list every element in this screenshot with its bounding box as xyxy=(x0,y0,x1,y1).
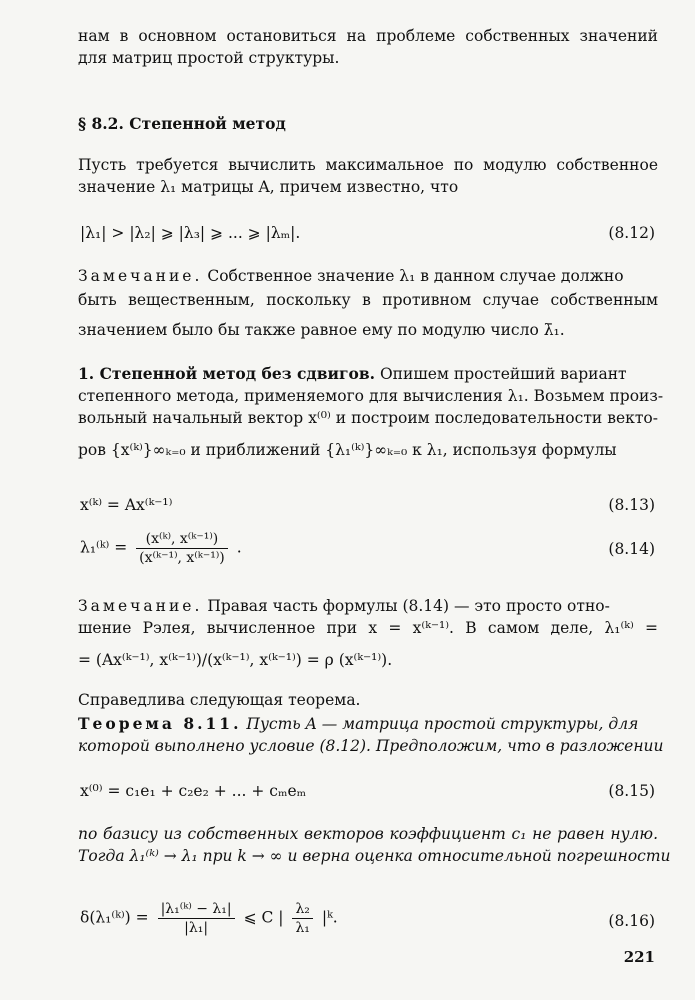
subsection-heading: 1. Степенной метод без сдвигов. xyxy=(78,364,376,383)
text-line: для матриц простой структуры. xyxy=(78,49,340,67)
text-line: шение Рэлея, вычисленное при x = x⁽ᵏ⁻¹⁾. В самом деле, λ₁⁽ᵏ⁾ = xyxy=(78,619,658,637)
text-line: значение λ₁ матрицы A, причем известно, что xyxy=(78,178,459,196)
fraction-denominator: (x⁽ᵏ⁻¹⁾, x⁽ᵏ⁻¹⁾) xyxy=(139,550,225,566)
fraction-denominator: |λ₁| xyxy=(184,920,209,936)
text-line: нам в основном остановиться на проблеме собственных значений xyxy=(78,27,658,45)
equation-8-14 xyxy=(80,530,242,567)
subsection-line xyxy=(78,364,658,384)
remark-line xyxy=(78,266,658,286)
text-line: степенного метода, применяемого для вычисления λ₁. Возьмем произ- xyxy=(78,387,664,405)
fraction xyxy=(158,900,235,937)
equation-number: (8.15) xyxy=(608,782,655,800)
fraction-numerator: |λ₁⁽ᵏ⁾ − λ₁| xyxy=(158,900,235,919)
page-number: 221 xyxy=(623,948,655,966)
text-line: по базису из собственных векторов коэффициент c₁ не равен нулю. xyxy=(78,825,658,843)
equation-8-16 xyxy=(80,900,338,937)
section-heading: § 8.2. Степенной метод xyxy=(78,114,286,133)
fraction xyxy=(136,530,228,567)
equation-number: (8.14) xyxy=(608,540,655,558)
equation-middle: ⩽ C | xyxy=(243,908,284,927)
text-line: вольный начальный вектор x⁽⁰⁾ и построим последовательности векто- xyxy=(78,409,658,427)
equation-lhs: λ₁⁽ᵏ⁾ = xyxy=(80,538,128,557)
text-line: быть вещественным, поскольку в противном случае собственным xyxy=(78,291,658,309)
remark-label: Замечание. xyxy=(78,597,203,615)
remark-line xyxy=(78,596,658,616)
text-line: Тогда λ₁⁽ᵏ⁾ → λ₁ при k → ∞ и верна оценка относительной погрешности xyxy=(78,847,671,865)
text-line: которой выполнено условие (8.12). Предположим, что в разложении xyxy=(78,737,664,755)
fraction-numerator: λ₂ xyxy=(292,900,313,919)
fraction xyxy=(292,900,313,937)
equation-lhs: δ(λ₁⁽ᵏ⁾) = xyxy=(80,908,149,927)
theorem-text: Пусть A — матрица простой структуры, для xyxy=(246,715,639,733)
equation-number: (8.12) xyxy=(608,224,655,242)
equation-8-13: x⁽ᵏ⁾ = Ax⁽ᵏ⁻¹⁾ xyxy=(80,496,173,514)
fraction-denominator: λ₁ xyxy=(295,920,310,936)
remark-text: Правая часть формулы (8.14) — это просто отно- xyxy=(207,597,610,615)
remark-text: Собственное значение λ₁ в данном случае должно xyxy=(207,267,624,285)
equation-8-12: |λ₁| > |λ₂| ⩾ |λ₃| ⩾ ... ⩾ |λₘ|. xyxy=(80,224,301,242)
subsection-text: Опишем простейший вариант xyxy=(379,365,627,383)
theorem-label: Теорема 8.11. xyxy=(78,714,242,733)
text-line: значением было бы также равное ему по модулю число λ̄₁. xyxy=(78,321,565,339)
equation-end: . xyxy=(236,538,242,557)
fraction-numerator: (x⁽ᵏ⁾, x⁽ᵏ⁻¹⁾) xyxy=(136,530,228,549)
theorem-line xyxy=(78,714,658,734)
text-line: ров {x⁽ᵏ⁾}∞ₖ₌₀ и приближений {λ₁⁽ᵏ⁾}∞ₖ₌₀ к λ₁, используя формулы xyxy=(78,441,617,459)
equation-number: (8.16) xyxy=(608,912,655,930)
text-line: Пусть требуется вычислить максимальное по модулю собственное xyxy=(78,156,658,174)
equation-number: (8.13) xyxy=(608,496,655,514)
remark-label: Замечание. xyxy=(78,267,203,285)
equation-end: |ᵏ. xyxy=(321,908,338,927)
text-line: Справедлива следующая теорема. xyxy=(78,691,361,709)
text-line: = (Ax⁽ᵏ⁻¹⁾, x⁽ᵏ⁻¹⁾)/(x⁽ᵏ⁻¹⁾, x⁽ᵏ⁻¹⁾) = ρ (x⁽ᵏ⁻¹⁾). xyxy=(78,651,393,669)
equation-8-15: x⁽⁰⁾ = c₁e₁ + c₂e₂ + ... + cₘeₘ xyxy=(80,782,307,800)
